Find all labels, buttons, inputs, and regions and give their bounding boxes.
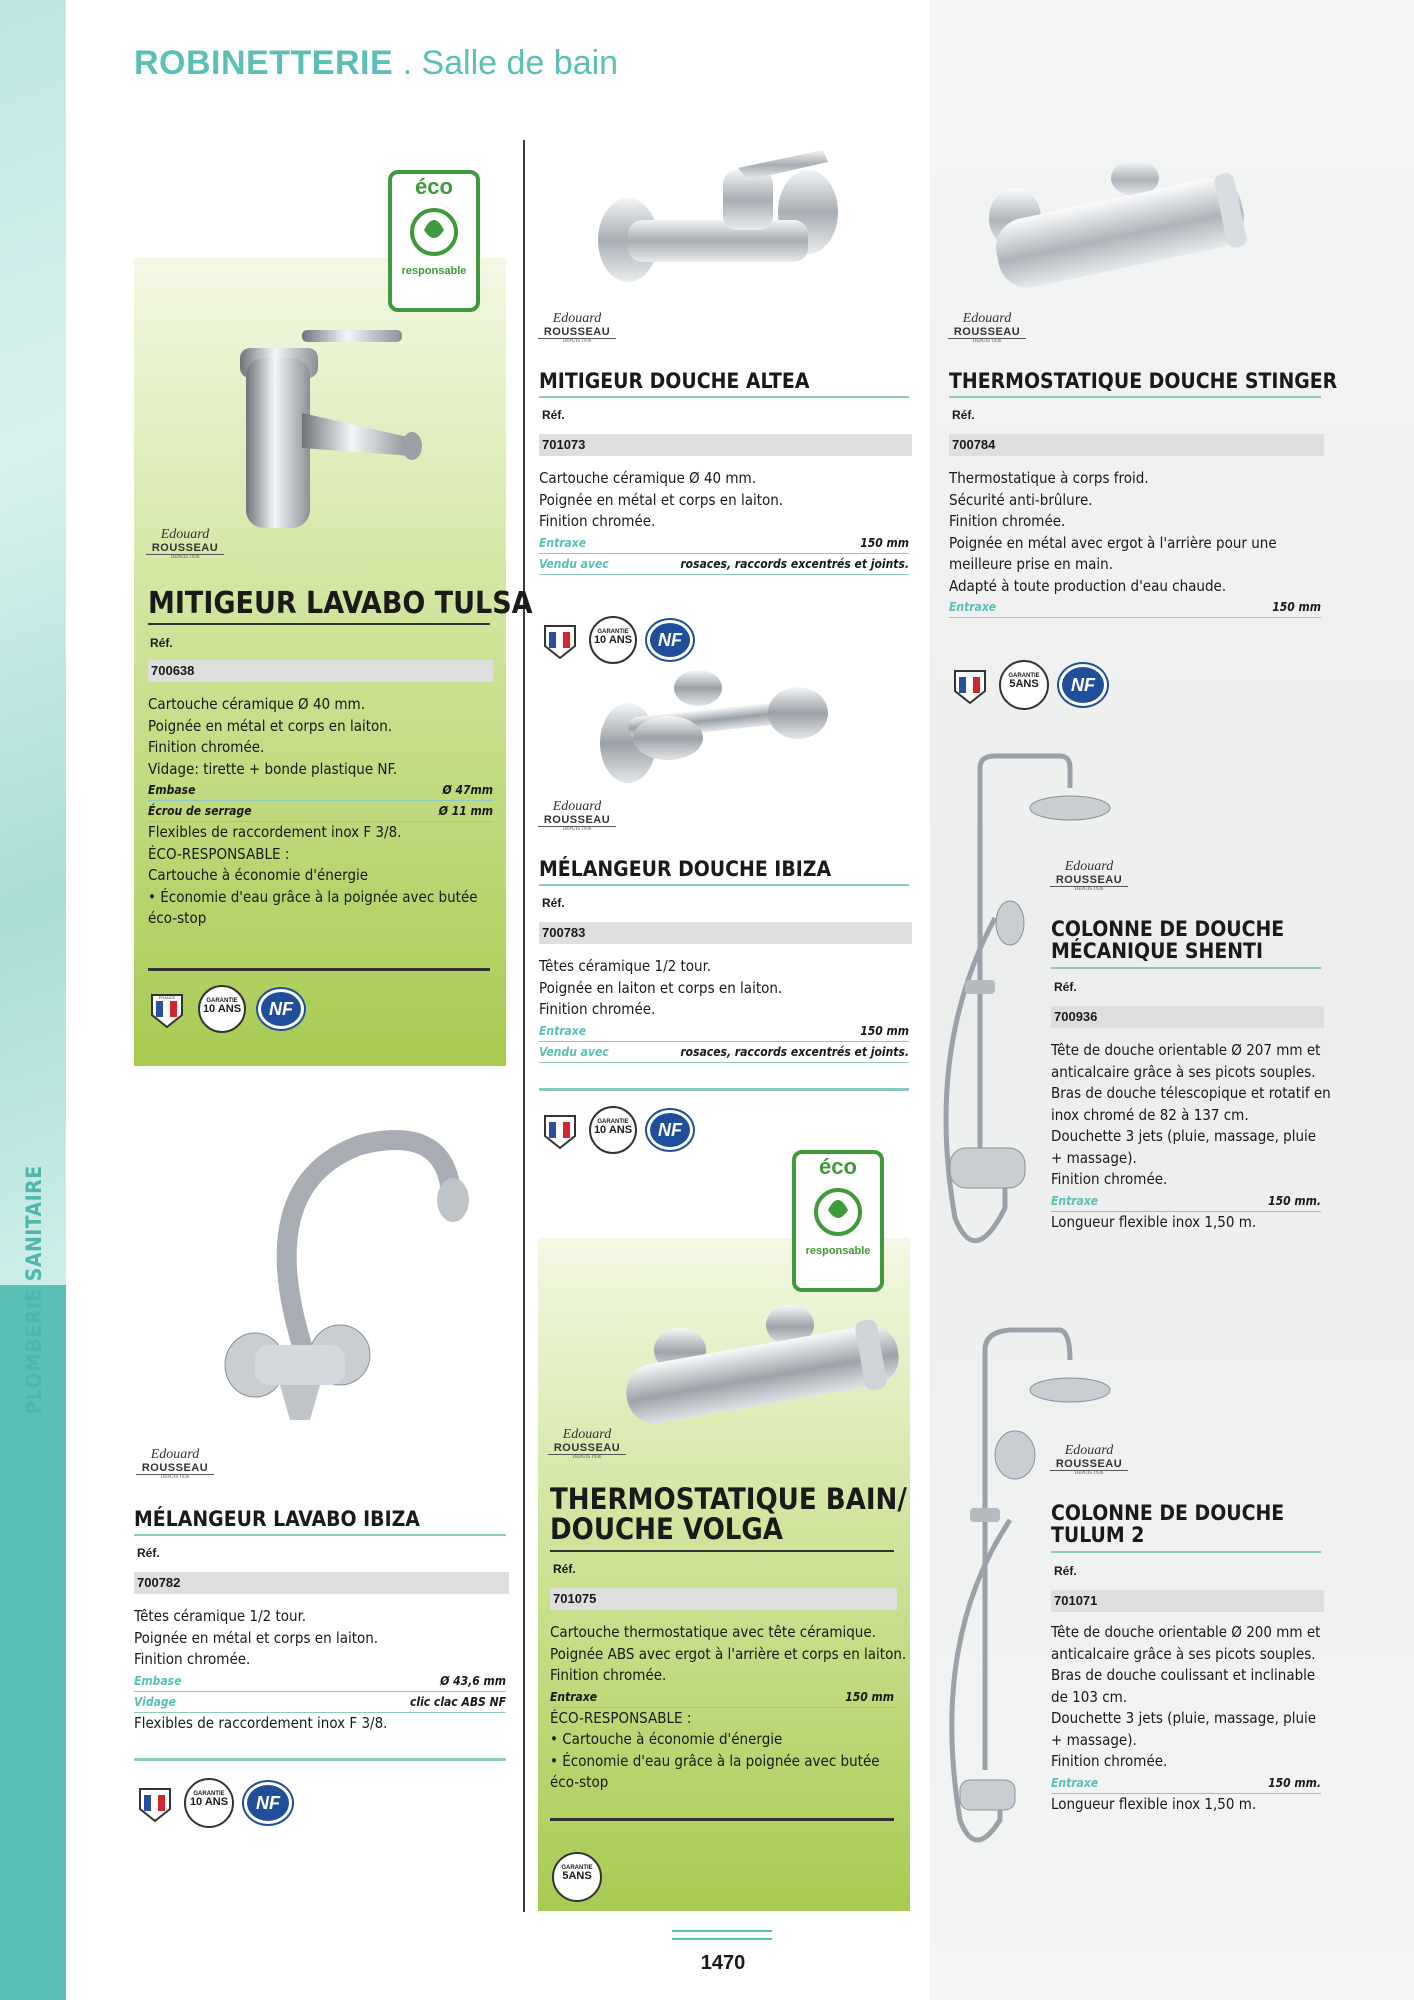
made-in-france-icon: [136, 1783, 174, 1823]
made-in-france-icon: [951, 665, 989, 705]
warranty-badge: GARANTIE 10 ANS: [198, 985, 246, 1033]
spec-row: Entraxe 150 mm: [539, 1021, 909, 1042]
title-underline: [148, 623, 490, 625]
nf-badge: NF: [1059, 664, 1107, 706]
made-in-france-icon: [541, 1110, 579, 1150]
ref-value: 700936: [1051, 1006, 1324, 1028]
ref-label: Réf.: [137, 1546, 160, 1560]
product-description: Tête de douche orientable Ø 207 mm et anticalcaire grâce à ses picots souples. Bras de douche télescopique et rotatif en inox chromé de 82 à 137 cm. Douchette 3 jets (pluie, massage, pluie + massage). Finition chromée. Entraxe 150 mm. Longueur flexible inox 1,50 m.: [1051, 1041, 1331, 1231]
spec-row: Écrou de serrage Ø 11 mm: [148, 801, 493, 822]
ibiza-shower-mixer-image: [598, 668, 843, 793]
volga-thermostat-image: [620, 1300, 905, 1445]
ref-label: Réf.: [1054, 980, 1077, 994]
made-in-france-icon: [541, 620, 579, 660]
certification-badges: [541, 1106, 693, 1154]
page-header: ROBINETTERIE . Salle de bain: [134, 44, 619, 82]
ref-value: 701073: [539, 434, 912, 456]
spec-row: Entraxe 150 mm: [539, 533, 909, 554]
tulsa-faucet-image: [232, 318, 442, 538]
ref-label: Réf.: [150, 636, 173, 650]
product-title: THERMOSTATIQUE BAIN/ DOUCHE VOLGA: [550, 1482, 907, 1547]
spec-row: Vendu avec rosaces, raccords excentrés et joints.: [539, 1042, 909, 1063]
section-side-label: PLOMBERIE SANITAIRE: [22, 1165, 46, 1415]
page-number-bar: [672, 1930, 772, 1940]
brand-logo: Edouard ROUSSEAU DEPUIS 1936: [548, 1428, 626, 1461]
certification-badges: [136, 1778, 292, 1828]
product-title: COLONNE DE DOUCHE TULUM 2: [1051, 1501, 1285, 1548]
warranty-badge: GARANTIE 5ANS: [999, 660, 1049, 710]
nf-badge: NF: [647, 1110, 693, 1150]
product-description: Têtes céramique 1/2 tour. Poignée en métal et corps en laiton. Finition chromée. Embase Ø 43,6 mm Vidage clic clac ABS NF Flexibles de raccordement inox F 3/8.: [134, 1607, 506, 1732]
spec-row: Entraxe 150 mm: [949, 597, 1321, 618]
column-divider: [523, 140, 525, 1912]
title-underline: [550, 1550, 894, 1552]
page-number: 1470: [700, 1952, 746, 1974]
product-description: Cartouche céramique Ø 40 mm. Poignée en métal et corps en laiton. Finition chromée. Vidage: tirette + bonde plastique NF. Embase Ø 47mm Écrou de serrage Ø 11 mm Flexibles de raccordement inox F 3/8. ÉCO-RESPONSABLE : Cartouche à économie d'énergie • Économie d'eau grâce à la poignée avec butée éco-stop: [148, 695, 493, 927]
certification-badges: [148, 985, 304, 1033]
ref-label: Réf.: [1054, 1564, 1077, 1578]
product-title: THERMOSTATIQUE DOUCHE STINGER: [949, 369, 1338, 393]
title-underline: [134, 1534, 506, 1536]
made-in-france-icon: [148, 989, 186, 1029]
ref-label: Réf.: [952, 408, 975, 422]
nf-badge: NF: [258, 989, 304, 1029]
certification-badges: [552, 1852, 602, 1902]
globe-leaf-icon: [808, 1180, 868, 1240]
brand-logo: Edouard ROUSSEAU DEPUIS 1936: [538, 312, 616, 345]
title-underline: [539, 396, 909, 398]
product-description: Cartouche céramique Ø 40 mm. Poignée en métal et corps en laiton. Finition chromée. Entraxe 150 mm Vendu avec rosaces, raccords excentrés et joints.: [539, 468, 909, 575]
warranty-badge: GARANTIE 10 ANS: [589, 1106, 637, 1154]
section-divider: [550, 1818, 894, 1821]
spec-row: Entraxe 150 mm.: [1051, 1773, 1321, 1794]
ref-label: Réf.: [553, 1562, 576, 1576]
warranty-badge: GARANTIE 5ANS: [552, 1852, 602, 1902]
title-underline: [949, 396, 1321, 398]
ref-value: 700638: [148, 660, 493, 682]
title-underline: [539, 884, 909, 886]
product-description: Cartouche thermostatique avec tête céramique. Poignée ABS avec ergot à l'arrière et corps en laiton. Finition chromée. Entraxe 150 mm ÉCO-RESPONSABLE : • Cartouche à économie d'énergie • Économie d'eau grâce à la poignée avec butée éco-stop: [550, 1623, 907, 1791]
product-title: COLONNE DE DOUCHE MÉCANIQUE SHENTI: [1051, 917, 1285, 964]
certification-badges: [951, 660, 1107, 710]
brand-logo: Edouard ROUSSEAU DEPUIS 1936: [1050, 1444, 1128, 1477]
ref-value: 701071: [1051, 1590, 1324, 1612]
nf-badge: NF: [244, 1782, 292, 1824]
spec-row: Embase Ø 43,6 mm: [134, 1671, 506, 1692]
product-title: MITIGEUR LAVABO TULSA: [148, 586, 533, 621]
brand-logo: Edouard ROUSSEAU DEPUIS 1936: [538, 800, 616, 833]
section-divider: [539, 1088, 909, 1091]
product-title: MITIGEUR DOUCHE ALTEA: [539, 369, 810, 393]
ref-label: Réf.: [542, 896, 565, 910]
ref-value: 701075: [550, 1588, 897, 1610]
brand-logo: Edouard ROUSSEAU DEPUIS 1936: [948, 312, 1026, 345]
svg-text:FRANCE: FRANCE: [158, 995, 176, 1000]
stinger-thermostat-image: [985, 158, 1260, 298]
title-underline: [1051, 1551, 1321, 1553]
certification-badges: [541, 616, 693, 664]
warranty-badge: GARANTIE 10 ANS: [184, 1778, 234, 1828]
product-description: Têtes céramique 1/2 tour. Poignée en laiton et corps en laiton. Finition chromée. Entraxe 150 mm Vendu avec rosaces, raccords excentrés et joints.: [539, 956, 909, 1063]
left-decorative-strip: [0, 0, 66, 1285]
section-divider: [134, 1758, 506, 1761]
product-description: Thermostatique à corps froid. Sécurité anti-brûlure. Finition chromée. Poignée en métal avec ergot à l'arrière pour une meilleure prise en main. Adapté à toute production d'eau chaude. Entraxe 150 mm: [949, 468, 1321, 618]
eco-responsable-logo: éco responsable: [388, 170, 480, 312]
ref-value: 700782: [134, 1572, 509, 1594]
eco-responsable-logo: éco responsable: [792, 1150, 884, 1292]
product-title: MÉLANGEUR DOUCHE IBIZA: [539, 857, 832, 881]
warranty-badge: GARANTIE 10 ANS: [589, 616, 637, 664]
globe-leaf-icon: [404, 200, 464, 260]
product-description: Tête de douche orientable Ø 200 mm et anticalcaire grâce à ses picots souples. Bras de douche coulissant et inclinable de 103 cm. Douchette 3 jets (pluie, massage, pluie + massage). Finition chromée. Entraxe 150 mm. Longueur flexible inox 1,50 m.: [1051, 1623, 1321, 1813]
ibiza-basin-mixer-image: [210, 1125, 480, 1425]
ref-value: 700784: [949, 434, 1324, 456]
product-title: MÉLANGEUR LAVABO IBIZA: [134, 1507, 420, 1531]
title-underline: [1051, 967, 1321, 969]
spec-row: Embase Ø 47mm: [148, 780, 493, 801]
spec-row: Entraxe 150 mm: [550, 1687, 894, 1708]
spec-row: Vidage clic clac ABS NF: [134, 1692, 506, 1713]
ref-value: 700783: [539, 922, 912, 944]
brand-logo: Edouard ROUSSEAU DEPUIS 1936: [136, 1448, 214, 1481]
section-divider: [148, 968, 490, 971]
spec-row: Entraxe 150 mm.: [1051, 1191, 1321, 1212]
brand-logo: Edouard ROUSSEAU DEPUIS 1936: [146, 528, 224, 561]
altea-faucet-image: [588, 140, 850, 290]
ref-label: Réf.: [542, 408, 565, 422]
spec-row: Vendu avec rosaces, raccords excentrés et joints.: [539, 554, 909, 575]
nf-badge: NF: [647, 620, 693, 660]
brand-logo: Edouard ROUSSEAU DEPUIS 1936: [1050, 860, 1128, 893]
